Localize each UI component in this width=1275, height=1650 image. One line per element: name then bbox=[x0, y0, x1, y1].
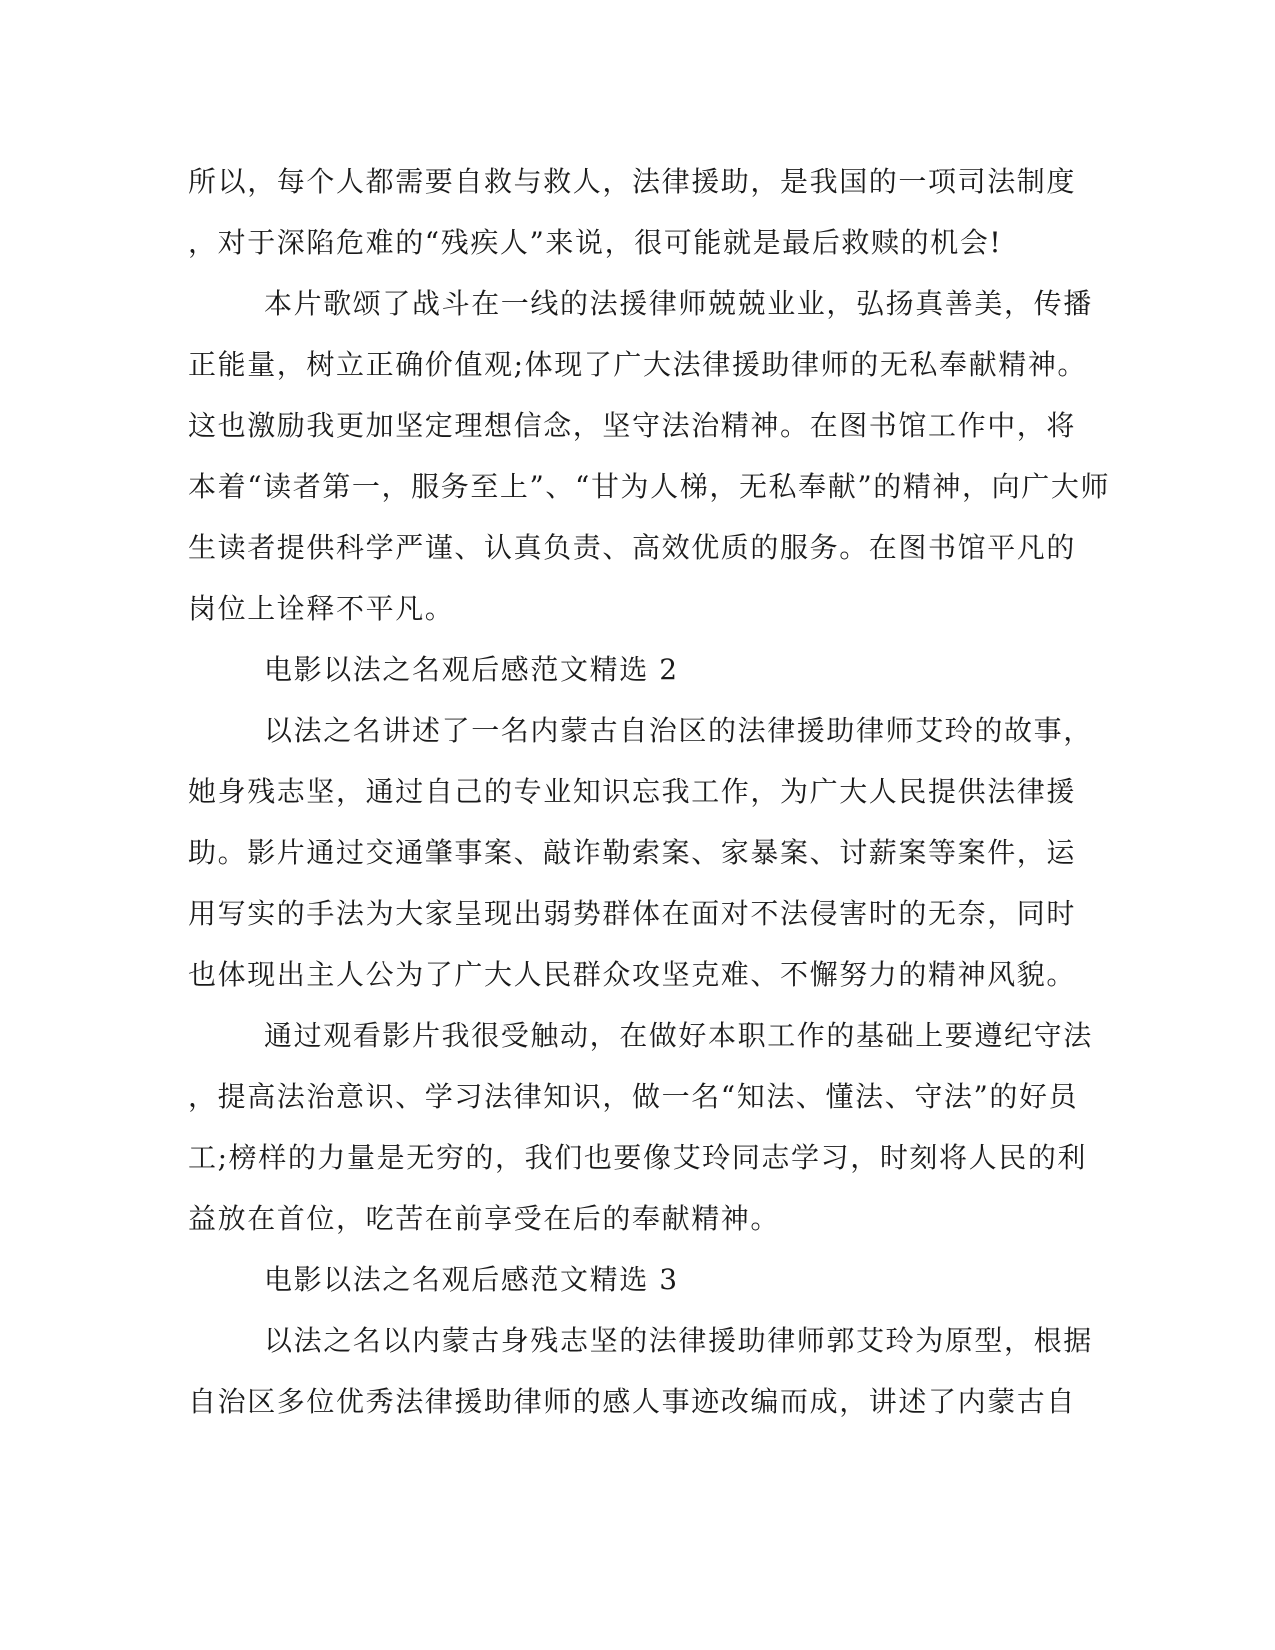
text-line: 自治区多位优秀法律援助律师的感人事迹改编而成，讲述了内蒙古自 bbox=[188, 1385, 1077, 1418]
text-line: 岗位上诠释不平凡。 bbox=[188, 592, 455, 625]
text-line: 生读者提供科学严谨、认真负责、高效优质的服务。在图书馆平凡的 bbox=[188, 531, 1077, 564]
text-line: 本着“读者第一，服务至上”、“甘为人梯，无私奉献”的精神，向广大师 bbox=[188, 470, 1111, 503]
paragraph-first-line: 以法之名以内蒙古身残志坚的法律援助律师郭艾玲为原型，根据 bbox=[264, 1324, 1093, 1357]
text-line: 也体现出主人公为了广大人民群众攻坚克难、不懈努力的精神风貌。 bbox=[188, 958, 1077, 991]
text-line: 益放在首位，吃苦在前享受在后的奉献精神。 bbox=[188, 1202, 781, 1235]
text-line: ，提高法治意识、学习法律知识，做一名“知法、懂法、守法”的好员 bbox=[188, 1080, 1079, 1113]
text-line: 所以，每个人都需要自救与救人，法律援助，是我国的一项司法制度 bbox=[188, 165, 1077, 198]
text-line: 助。影片通过交通肇事案、敲诈勒索案、家暴案、讨薪案等案件，运 bbox=[188, 836, 1077, 869]
section-heading: 电影以法之名观后感范文精选 3 bbox=[264, 1263, 679, 1296]
section-heading: 电影以法之名观后感范文精选 2 bbox=[264, 653, 679, 686]
paragraph-first-line: 本片歌颂了战斗在一线的法援律师兢兢业业，弘扬真善美，传播 bbox=[264, 287, 1093, 320]
text-line: 用写实的手法为大家呈现出弱势群体在面对不法侵害时的无奈，同时 bbox=[188, 897, 1077, 930]
text-line: ，对于深陷危难的“残疾人”来说，很可能就是最后救赎的机会! bbox=[188, 226, 1003, 259]
text-line: 这也激励我更加坚定理想信念，坚守法治精神。在图书馆工作中，将 bbox=[188, 409, 1077, 442]
text-line: 正能量，树立正确价值观;体现了广大法律援助律师的无私奉献精神。 bbox=[188, 348, 1088, 381]
paragraph-first-line: 以法之名讲述了一名内蒙古自治区的法律援助律师艾玲的故事， bbox=[264, 714, 1093, 747]
text-line: 工;榜样的力量是无穷的，我们也要像艾玲同志学习，时刻将人民的利 bbox=[188, 1141, 1088, 1174]
text-line: 她身残志坚，通过自己的专业知识忘我工作，为广大人民提供法律援 bbox=[188, 775, 1077, 808]
paragraph-first-line: 通过观看影片我很受触动，在做好本职工作的基础上要遵纪守法 bbox=[264, 1019, 1093, 1052]
